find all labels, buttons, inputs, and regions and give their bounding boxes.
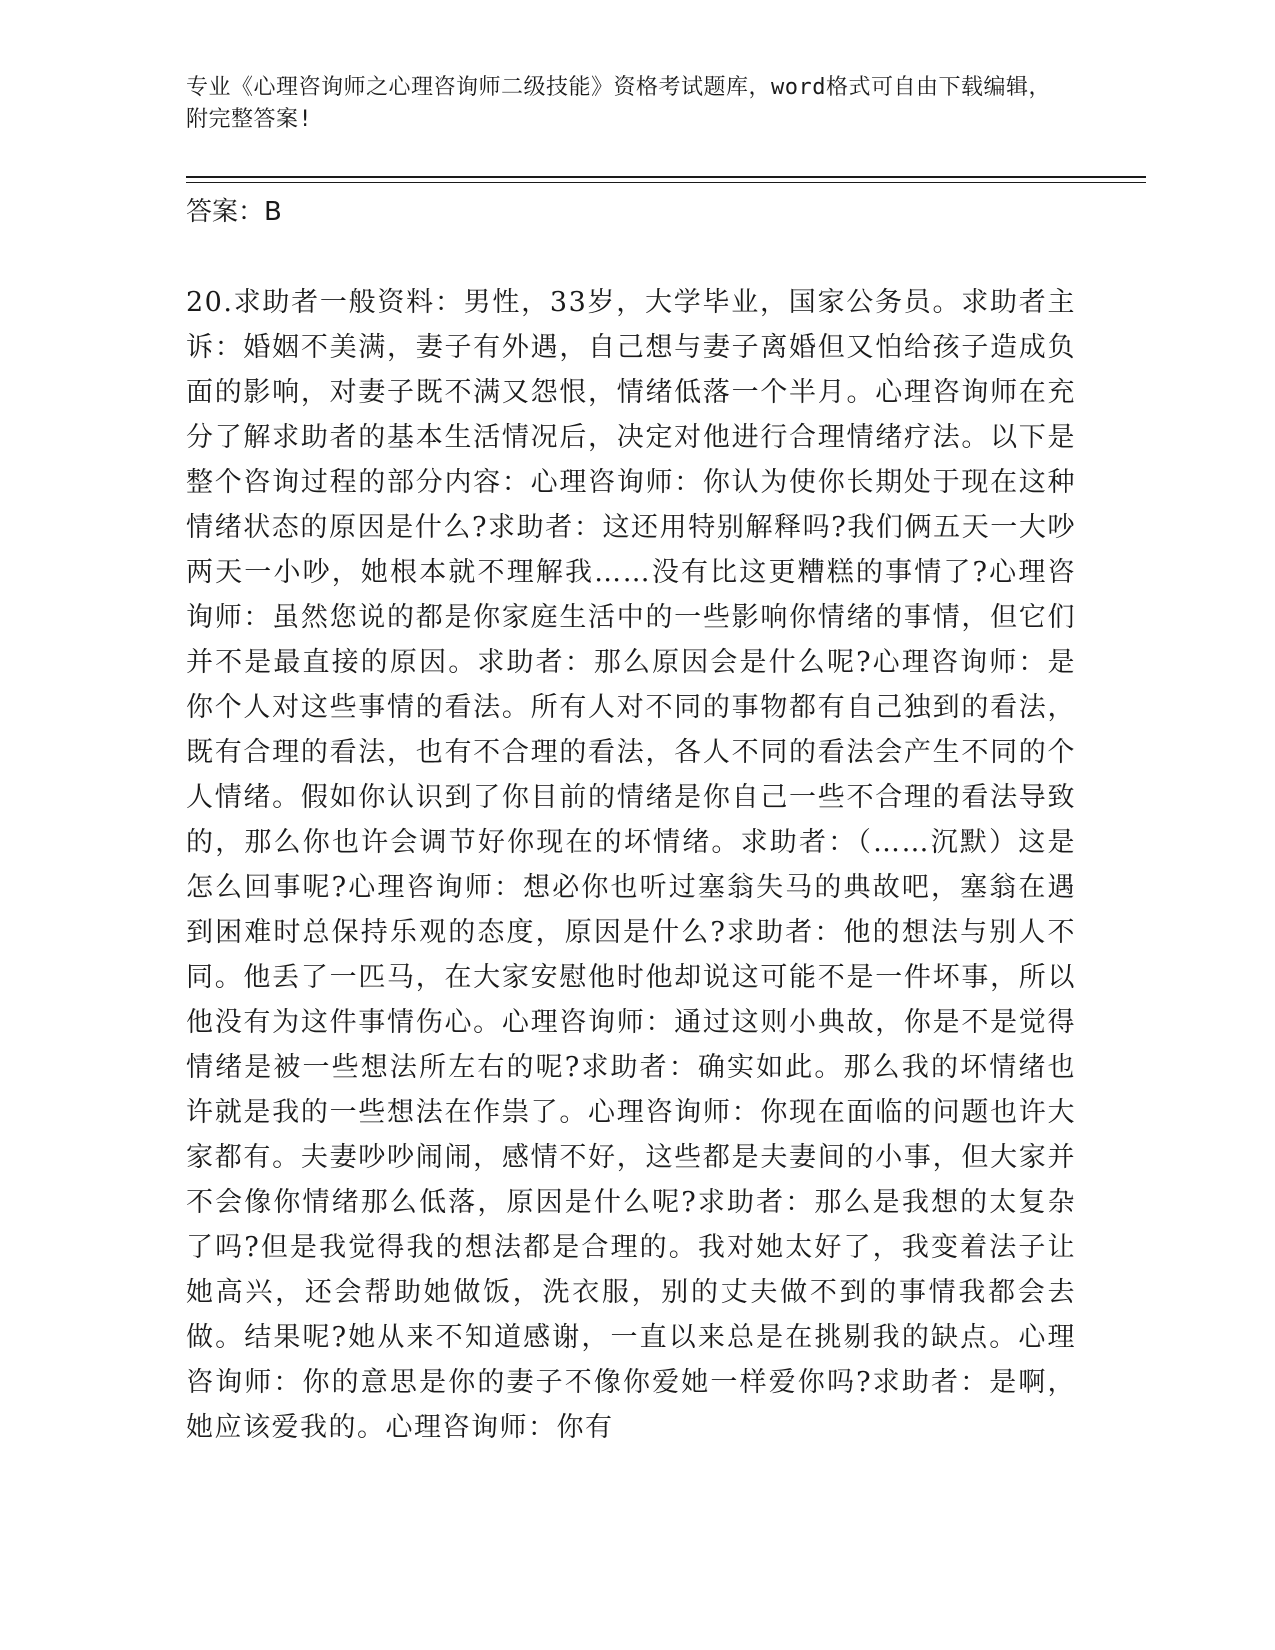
header-divider-thin [186, 182, 1146, 183]
answer-line: 答案：B [186, 197, 282, 227]
document-header: 专业《心理咨询师之心理咨询师二级技能》资格考试题库，word格式可自由下载编辑，附完整答案! [186, 75, 1051, 132]
question-paragraph: 20.求助者一般资料：男性，33岁，大学毕业，国家公务员。求助者主诉：婚姻不美满，妻子有外遇，自己想与妻子离婚但又怕给孩子造成负面的影响，对妻子既不满又怨恨，情绪低落一个半月。心理咨询师在充分了解求助者的基本生活情况后，决定对他进行合理情绪疗法。以下是整个咨询过程的部分内容：心理咨询师：你认为使你长期处于现在这种情绪状态的原因是什么?求助者：这还用特别解释吗?我们俩五天一大吵两天一小吵，她根本就不理解我……没有比这更糟糕的事情了?心理咨询师：虽然您说的都是你家庭生活中的一些影响你情绪的事情，但它们并不是最直接的原因。求助者：那么原因会是什么呢?心理咨询师：是你个人对这些事情的看法。所有人对不同的事物都有自己独到的看法，既有合理的看法，也有不合理的看法，各人不同的看法会产生不同的个人情绪。假如你认识到了你目前的情绪是你自己一些不合理的看法导致的，那么你也许会调节好你现在的坏情绪。求助者：（……沉默）这是怎么回事呢?心理咨询师：想必你也听过塞翁失马的典故吧，塞翁在遇到困难时总保持乐观的态度，原因是什么?求助者：他的想法与别人不同。他丢了一匹马，在大家安慰他时他却说这可能不是一件坏事，所以他没有为这件事情伤心。心理咨询师：通过这则小典故，你是不是觉得情绪是被一些想法所左右的呢?求助者：确实如此。那么我的坏情绪也许就是我的一些想法在作祟了。心理咨询师：你现在面临的问题也许大家都有。夫妻吵吵闹闹，感情不好，这些都是夫妻间的小事，但大家并不会像你情绪那么低落，原因是什么呢?求助者：那么是我想的太复杂了吗?但是我觉得我的想法都是合理的。我对她太好了，我变着法子让她高兴，还会帮助她做饭，洗衣服，别的丈夫做不到的事情我都会去做。结果呢?她从来不知道感谢，一直以来总是在挑剔我的缺点。心理咨询师：你的意思是你的妻子不像你爱她一样爱你吗?求助者：是啊，她应该爱我的。心理咨询师：你有 [186, 287, 1076, 1443]
header-divider-thick [186, 176, 1146, 178]
